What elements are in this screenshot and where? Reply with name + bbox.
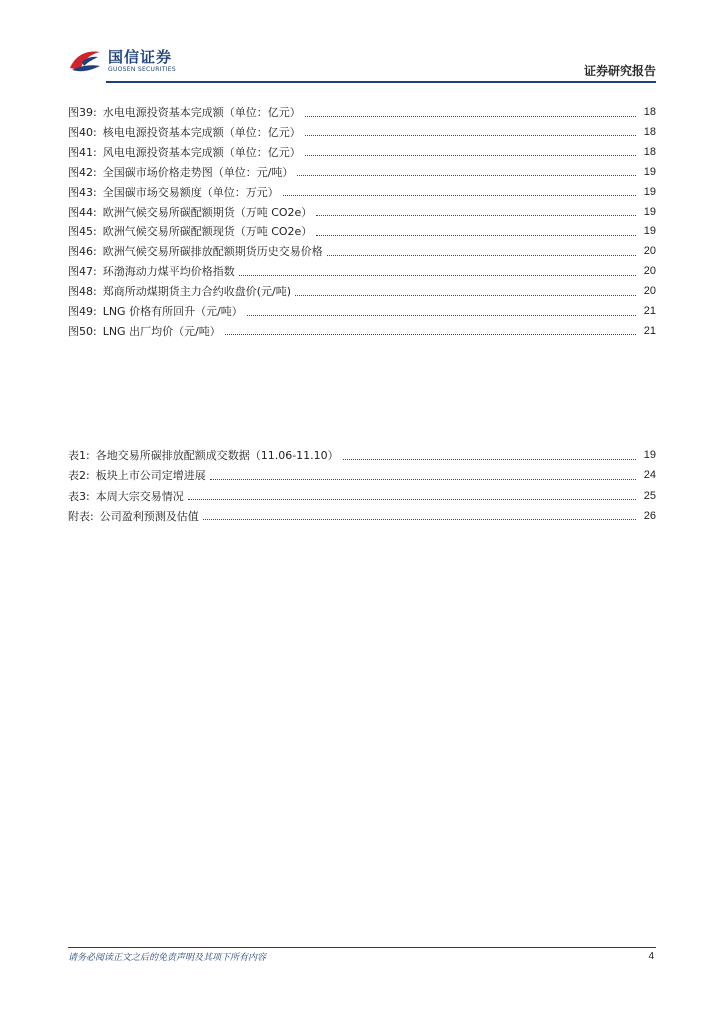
toc-entry[interactable] — [68, 241, 656, 261]
toc-leader-dots — [305, 145, 636, 156]
toc-entry-page: 19 — [643, 165, 656, 178]
toc-entry[interactable] — [68, 506, 656, 526]
toc-leader-dots — [225, 324, 636, 335]
toc-entry-page: 19 — [643, 205, 656, 218]
toc-leader-dots — [203, 509, 636, 520]
toc-entry-number: 图50: — [68, 324, 97, 338]
toc-entry-title: 欧洲气候交易所碳配额现货（万吨 CO2e） — [102, 225, 313, 239]
toc-leader-dots — [188, 489, 636, 500]
page-number: 4 — [648, 951, 654, 962]
toc-leader-dots — [210, 469, 636, 480]
toc-entry-title: LNG 出厂均价（元/吨） — [102, 324, 221, 338]
toc-entry-title: 各地交易所碳排放配额成交数据（11.06-11.10） — [95, 449, 339, 462]
toc-entry[interactable] — [68, 142, 656, 162]
toc-entry-number: 图44: — [68, 205, 97, 219]
toc-entry-title: 郑商所动煤期货主力合约收盘价(元/吨) — [102, 285, 291, 299]
toc-entry-number: 图45: — [68, 225, 97, 239]
toc-entry-title: 环渤海动力煤平均价格指数 — [102, 265, 235, 279]
toc-entry-title: 本周大宗交易情况 — [95, 489, 184, 503]
toc-entry-title: 全国碳市场交易额度（单位：万元） — [102, 185, 279, 199]
toc-entry-number: 图48: — [68, 285, 97, 299]
toc-entry-number: 图42: — [68, 165, 97, 179]
toc-entry-page: 25 — [643, 489, 656, 502]
toc-entry-page: 18 — [643, 106, 656, 118]
footer-divider — [68, 947, 656, 948]
toc-entry-page: 18 — [643, 145, 656, 158]
toc-entry[interactable] — [68, 221, 656, 241]
toc-entry-number: 图46: — [68, 245, 97, 259]
toc-entry[interactable] — [68, 261, 656, 281]
toc-entry[interactable] — [68, 321, 656, 341]
toc-leader-dots — [283, 185, 636, 196]
toc-entry-page: 20 — [643, 285, 656, 298]
toc-entry-number: 图41: — [68, 145, 97, 159]
toc-entry-number: 表1: — [68, 449, 90, 462]
toc-entry-page: 19 — [643, 225, 656, 238]
toc-entry-title: 欧洲气候交易所碳排放配额期货历史交易价格 — [102, 245, 323, 259]
toc-entry-page: 19 — [643, 449, 656, 461]
toc-entry-page: 26 — [643, 509, 656, 522]
toc-entry-title: LNG 价格有所回升（元/吨） — [102, 305, 243, 318]
page-header — [0, 0, 724, 86]
toc-entry-title: 核电电源投资基本完成额（单位：亿元） — [102, 125, 301, 139]
logo-english-name: GUOSEN SECURITIES — [108, 66, 177, 73]
guosen-logo — [68, 48, 176, 74]
toc-entry-title: 全国碳市场价格走势图（单位：元/吨） — [102, 165, 294, 179]
toc-entry-number: 图40: — [68, 125, 97, 139]
toc-entry-number: 表2: — [68, 469, 90, 483]
toc-entry-page: 20 — [643, 245, 656, 258]
toc-leader-dots — [316, 225, 636, 236]
toc-entry-page: 20 — [643, 265, 656, 278]
toc-leader-dots — [343, 449, 636, 460]
toc-entry[interactable] — [68, 182, 656, 202]
toc-entry-title: 板块上市公司定增进展 — [95, 469, 206, 483]
toc-entry-title: 欧洲气候交易所碳配额期货（万吨 CO2e） — [102, 205, 313, 219]
toc-entry-number: 图49: — [68, 305, 97, 318]
toc-entry[interactable] — [68, 486, 656, 506]
toc-leader-dots — [295, 285, 636, 296]
disclaimer-note: 请务必阅读正文之后的免责声明及其项下所有内容 — [68, 953, 267, 963]
toc-entry[interactable] — [68, 281, 656, 301]
toc-leader-dots — [327, 245, 636, 256]
report-type-label: 证券研究报告 — [583, 64, 656, 78]
toc-entry[interactable] — [68, 445, 656, 465]
toc-entry-title: 风电电源投资基本完成额（单位：亿元） — [102, 145, 301, 159]
toc-entry-page: 24 — [643, 469, 656, 482]
toc-leader-dots — [247, 305, 636, 316]
toc-entry[interactable] — [68, 465, 656, 485]
toc-entry[interactable] — [68, 202, 656, 222]
toc-entry-page: 18 — [643, 125, 656, 138]
toc-entry[interactable] — [68, 102, 656, 122]
toc-leader-dots — [239, 265, 636, 276]
toc-entry[interactable] — [68, 162, 656, 182]
toc-entry-number: 图47: — [68, 265, 97, 279]
toc-leader-dots — [316, 205, 636, 216]
toc-entry[interactable] — [68, 122, 656, 142]
toc-leader-dots — [305, 106, 636, 117]
toc-entry-page: 21 — [643, 305, 656, 317]
toc-entry-page: 21 — [643, 324, 656, 337]
toc-entry-number: 表3: — [68, 489, 90, 503]
logo-chinese-name: 国信证券 — [108, 48, 173, 66]
toc-entry-title: 公司盈利预测及估值 — [99, 509, 199, 523]
toc-leader-dots — [297, 165, 636, 176]
toc-leader-dots — [305, 125, 636, 136]
toc-entry-title: 水电电源投资基本完成额（单位：亿元） — [102, 106, 301, 119]
header-divider — [106, 81, 656, 83]
guosen-logo-mark-icon — [68, 48, 102, 74]
toc-entry-number: 图39: — [68, 106, 97, 119]
toc-entry-number: 图43: — [68, 185, 97, 199]
toc-entry-number: 附表: — [68, 509, 94, 523]
toc-entry-page: 19 — [643, 185, 656, 198]
toc-entry[interactable] — [68, 301, 656, 321]
